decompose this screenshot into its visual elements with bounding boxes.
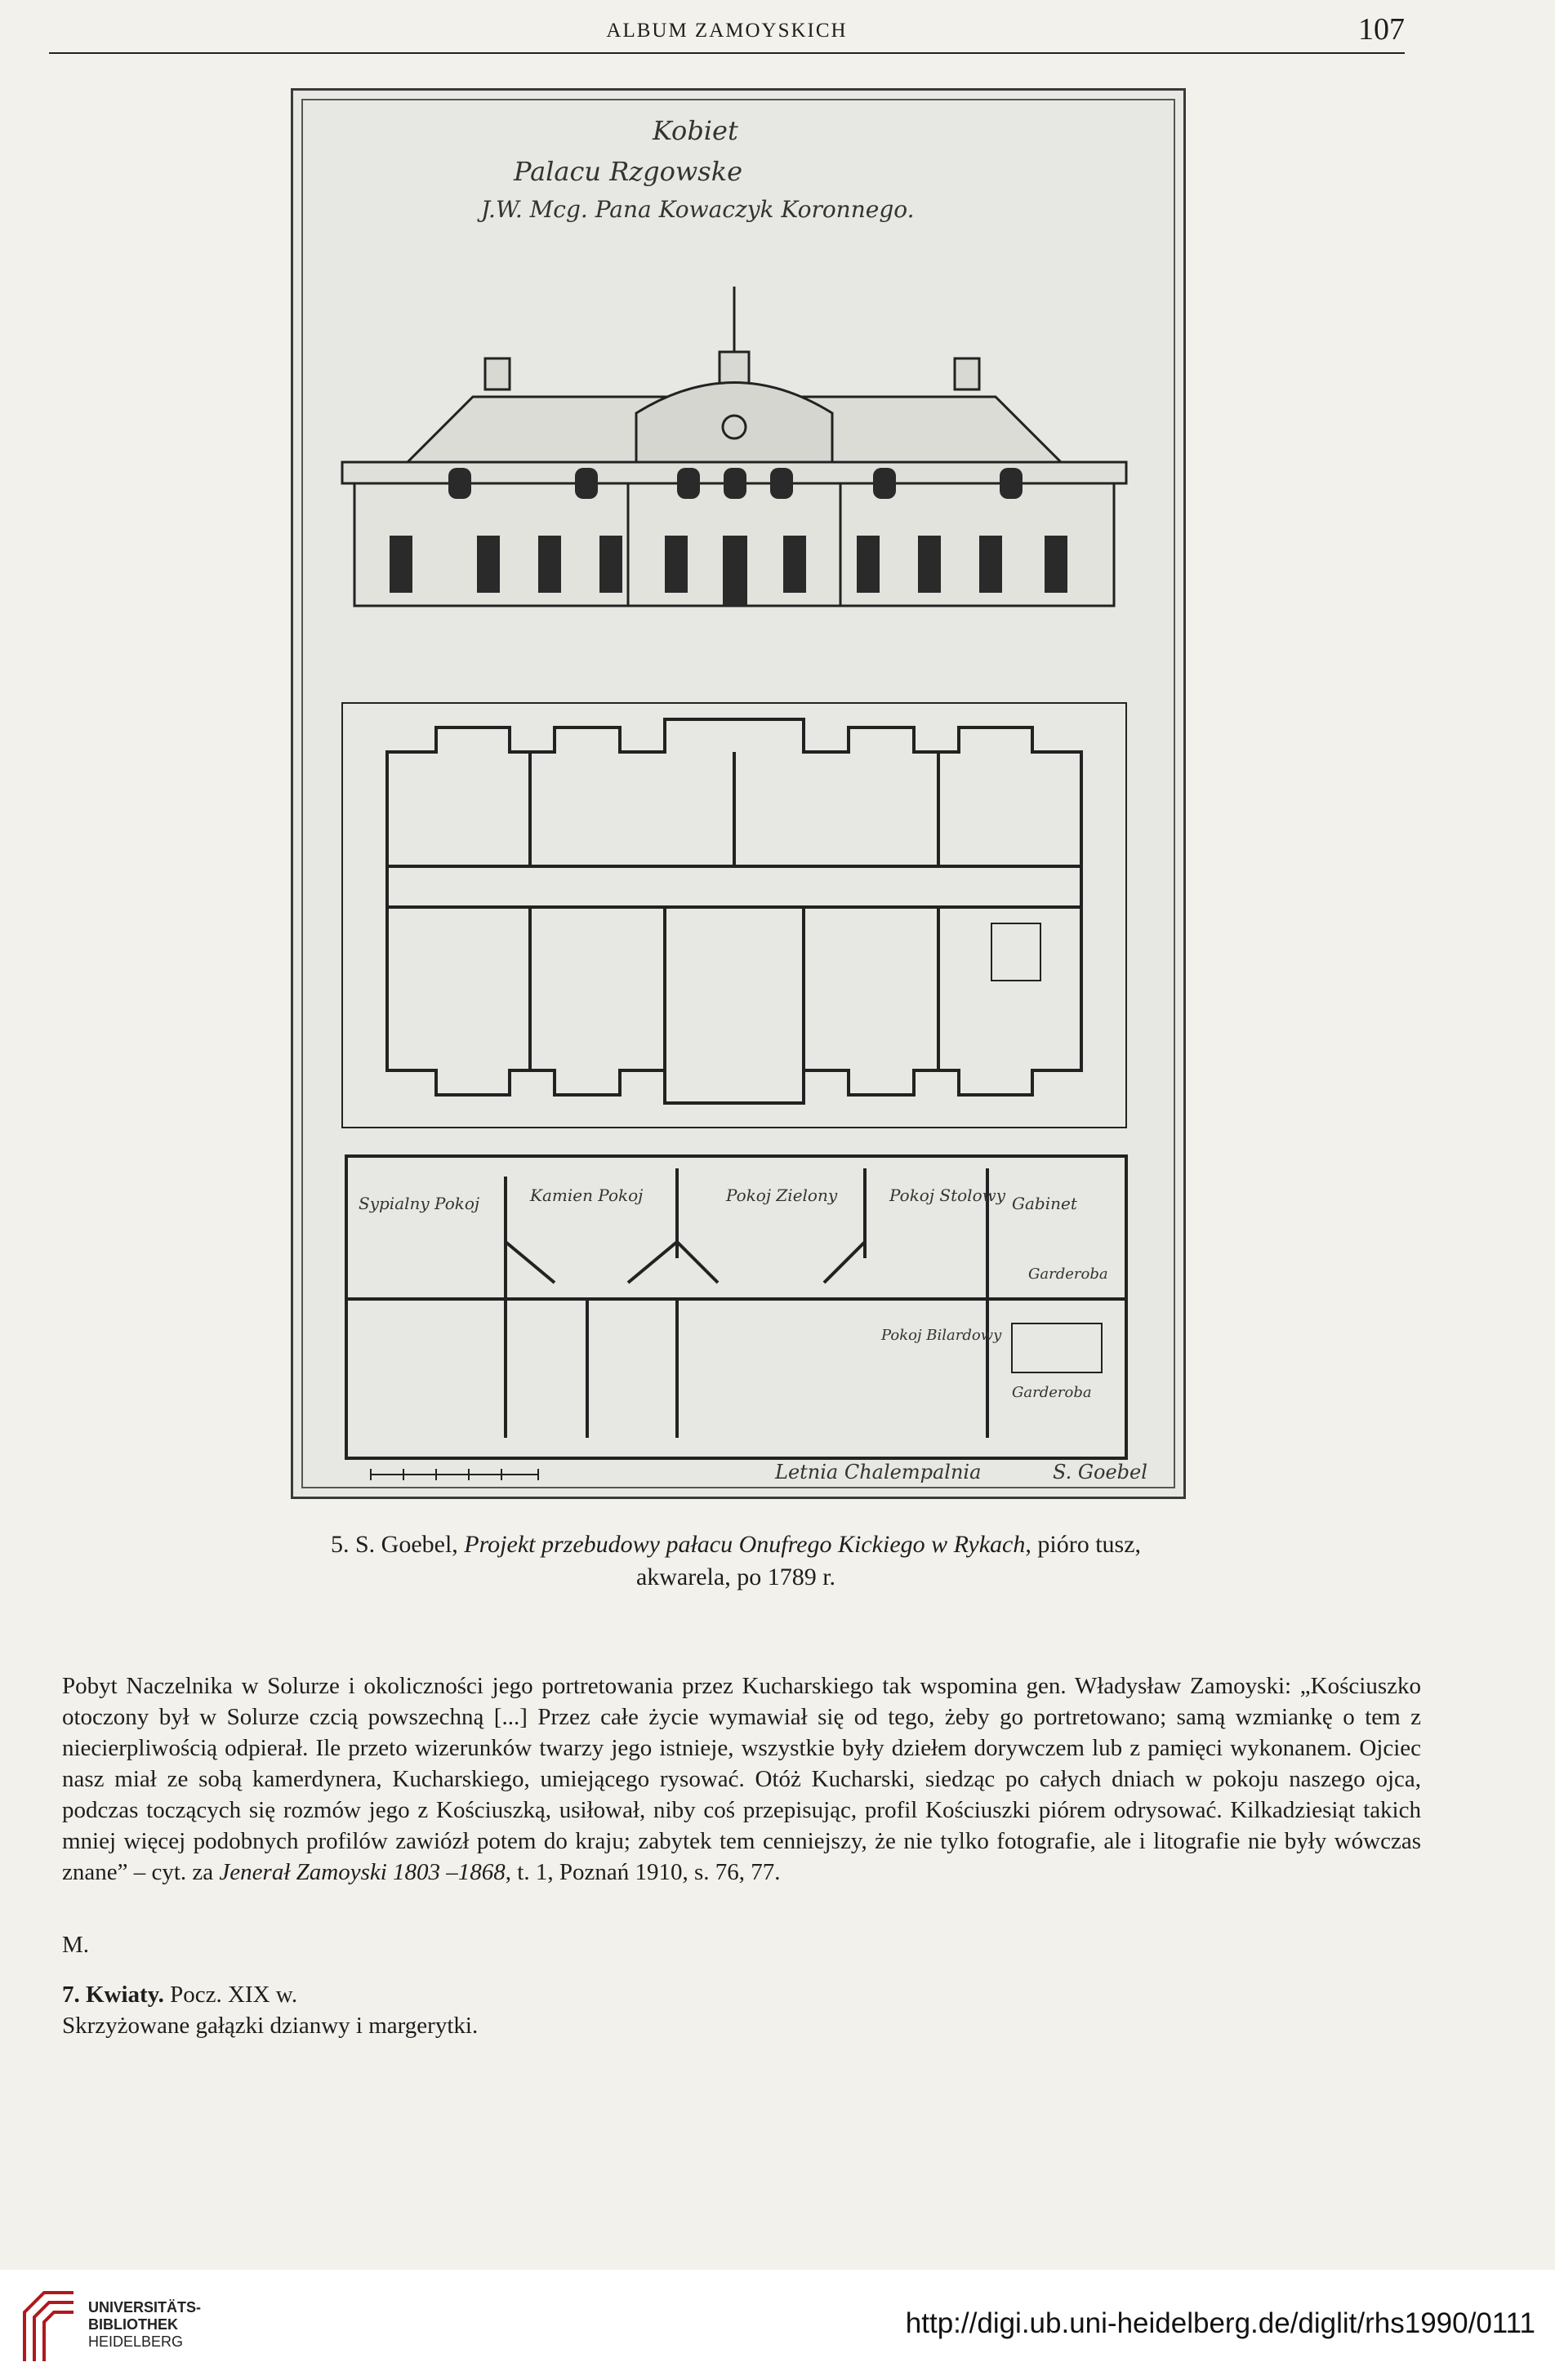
author-initial: M. [62,1932,90,1958]
library-name [88,2299,201,2351]
citation-tail: , t. 1, Poznań 1910, s. 76, 77. [505,1859,781,1885]
scale-bar [371,1469,538,1480]
upper-floor-plan [342,703,1126,1128]
paragraph-main: Pobyt Naczelnika w Solurze i okoliczności jego portretowania przez Kucharskiego tak wspomina gen. Władysław Zamoyski: „Kościuszko otoczony był w Solurze czcią powszechną [...] Przez całe życie wymawiał się od tego, żeby go portretowano; samą wzmiankę o tem z niecierpliwością odpierał. Ile przeto wizerunków twarzy jego istnieje, wszystkie były dziełem dorywczem lub z pamięci wykonanem. Ojciec nasz miał ze sobą kamerdynera, Kucharskiego, umiejącego rysować. Otóż Kucharski, siedząc po całych dniach w pokoju naszego ojca, podczas toczących się rozmów jego z Kościuszką, usiłował, niby coś przepisując, profil Kościuszki piórem odrysować. Kilkadziesiąt takich mniej więcej podobnych profilów zawiózł potem do kraju; zabytek tem cenniejszy, że nie tylko fotografie, ale i litografie nie były wówczas znane” – cyt. za [62,1673,1421,1885]
room-label: Pokoj Stolowy [889,1186,1006,1205]
library-logo-icon [20,2288,78,2366]
library-line: HEIDELBERG [88,2333,184,2350]
room-label: Gabinet [1012,1194,1077,1213]
plate-title-line-2: Palacu Rzgowske [514,156,743,187]
digitization-footer [0,2270,1555,2380]
drawing-signature: S. Goebel [1053,1461,1147,1484]
plate-title-line-1: Kobiet [653,115,738,146]
figure-caption [291,1528,1181,1594]
caption-tail: , pióro tusz, akwarela, po 1789 r. [635,1531,1142,1590]
caption-lead: 5. S. Goebel, [330,1531,465,1558]
caption-title: Projekt przebudowy pałacu Onufrego Kickiego w Rykach [464,1531,1026,1558]
room-label: Garderoba [1028,1266,1108,1283]
catalog-entry [62,1979,478,2041]
entry-heading [62,1979,478,2010]
palace-drawing [293,91,1183,1497]
room-label: Pokoj Bilardowy [881,1327,1002,1344]
cited-title: Jenerał Zamoyski 1803 –1868 [219,1859,506,1885]
library-line: BIBLIOTHEK [88,2316,178,2333]
header-rule [49,52,1405,54]
body-text [62,1670,1421,1888]
ground-floor-room-labels [359,1186,1108,1401]
architectural-drawing-plate [291,88,1186,1499]
room-label: Sypialny Pokoj [359,1194,480,1213]
scale-note: Letnia Chalempalnia [775,1461,982,1484]
source-url-link[interactable]: http://digi.ub.uni-heidelberg.de/diglit/rhs1990/0111 [905,2307,1535,2339]
running-title: ALBUM ZAMOYSKICH [606,20,848,42]
paragraph [62,1670,1421,1888]
entry-description: Skrzyżowane gałązki dzianwy i margerytki. [62,2013,479,2039]
entry-number-title: 7. Kwiaty. [62,1982,164,2008]
room-label: Kamien Pokoj [530,1186,644,1205]
page-header [49,12,1405,54]
entry-date: Pocz. XIX w. [163,1982,298,2008]
room-label: Garderoba [1012,1384,1092,1401]
plate-title-line-3: J.W. Mcg. Pana Kowaczyk Koronnego. [481,196,915,223]
page-number: 107 [1358,12,1405,47]
library-line: UNIVERSITÄTS- [88,2299,202,2315]
room-label: Pokoj Zielony [726,1186,838,1205]
